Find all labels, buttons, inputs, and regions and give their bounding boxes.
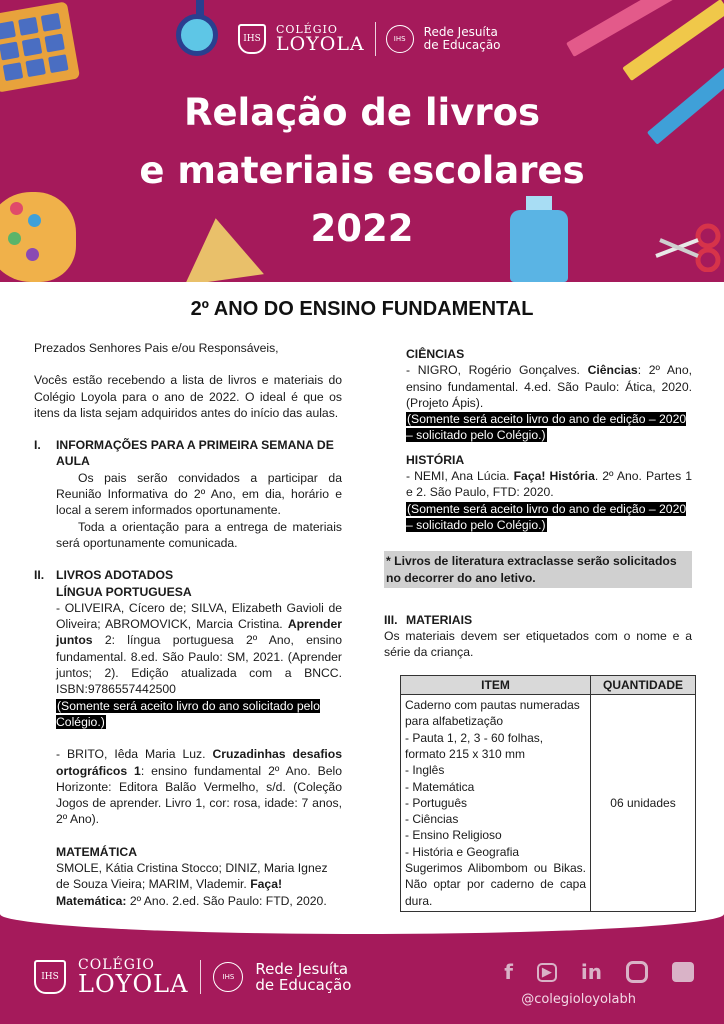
table-row (401, 695, 696, 912)
section-2-heading (34, 567, 342, 583)
portugues-heading: LÍNGUA PORTUGUESA (56, 584, 192, 599)
ciencias-note: (Somente será aceito livro do ano de edição – 2020 – solicitado pelo Colégio.) (406, 412, 687, 443)
page-title (0, 84, 724, 258)
ciencias-book: - NIGRO, Rogério Gonçalves. Ciências: 2º Ano, ensino fundamental. 4.ed. São Paulo: Ática, 2020. (Projeto Ápis). (406, 363, 692, 410)
brand-logo (238, 22, 501, 56)
title-line-2: e materiais escolares (139, 149, 585, 192)
item-line: - Matemática (405, 779, 475, 794)
section-3-body: Os materiais devem ser etiquetados com o nome e a série da criança. (384, 629, 692, 660)
item-line: - História e Geografia (405, 844, 520, 859)
network-line2: de Educação (423, 38, 501, 52)
table-cell-item (401, 695, 591, 912)
footer-banner (0, 914, 724, 1024)
materials-table (400, 675, 696, 912)
item-line: - Pauta 1, 2, 3 - 60 folhas, formato 215 x 310 mm (405, 730, 544, 761)
header-banner (0, 0, 724, 282)
table-cell-quantity: 06 unidades (591, 695, 696, 912)
item-line: - Português (405, 795, 468, 810)
historia-heading: HISTÓRIA (406, 452, 465, 467)
matematica-heading: MATEMÁTICA (56, 844, 138, 859)
footer-brand-logo (34, 958, 352, 996)
footer-school-small: COLÉGIO (78, 957, 155, 973)
portugues-book-1: - OLIVEIRA, Cícero de; SILVA, Elizabeth Gavioli de Oliveira; ABROMOVICK, Marcia Cristina. Aprender juntos 2: língua portuguesa 2º Ano, ensino fundamental. 8.ed. São Paulo: SM, 2021. (Aprender juntos; 2). Edição atualizada com a BNCC. ISBN:9786557442500 (56, 600, 342, 697)
brand-divider (375, 22, 376, 56)
item-line: Sugerimos Alibombom ou Bikas. Não optar por caderno de capa dura. (405, 861, 586, 908)
brand-divider (200, 960, 201, 994)
table-header-quantity: QUANTIDADE (591, 675, 696, 694)
section-2-title: LIVROS ADOTADOS (56, 568, 174, 583)
flickr-icon[interactable] (672, 962, 694, 982)
calculator-icon (0, 1, 80, 92)
section-1-p2: Toda a orientação para a entrega de materiais será oportunamente comunicada. (56, 519, 342, 550)
table-header-item: ITEM (401, 675, 591, 694)
youtube-icon[interactable]: ▶ (537, 963, 557, 982)
linkedin-icon[interactable]: in (580, 960, 602, 984)
footer-network-line2: de Educação (255, 976, 352, 994)
title-line-3: 2022 (310, 207, 414, 250)
section-3-heading (384, 612, 692, 628)
instagram-icon[interactable] (626, 961, 648, 983)
section-3-title: MATERIAIS (406, 612, 473, 627)
magnifier-icon (176, 14, 218, 56)
crest-icon: IHS (34, 960, 66, 994)
facebook-icon[interactable]: f (504, 960, 513, 984)
social-icons (504, 960, 694, 984)
footer-wave (0, 914, 724, 934)
item-line: - Inglês (405, 763, 445, 778)
jesuit-seal-icon: IHS (386, 25, 414, 53)
left-column (34, 340, 342, 909)
section-2-number: II. (34, 568, 45, 583)
item-line: - Ciências (405, 812, 459, 827)
network-line1: Rede Jesuíta (423, 25, 498, 39)
section-3-number: III. (384, 612, 398, 627)
grade-title: 2º ANO DO ENSINO FUNDAMENTAL (190, 298, 534, 320)
matematica-book: SMOLE, Kátia Cristina Stocco; DINIZ, Maria Ignez de Souza Vieira; MARIM, Vlademir. Faça! Matemática: 2º Ano. 2.ed. São Paulo: FTD, 2020. (56, 861, 328, 908)
portugues-book-1-note: (Somente será aceito livro do ano solicitado pelo Colégio.) (56, 698, 320, 729)
footer-school-big: LOYOLA (78, 970, 189, 998)
section-1-p1: Os pais serão convidados a participar da Reunião Informativa do 2º Ano, em dia, horário e local a serem informados oportunamente. (56, 470, 342, 518)
historia-note: (Somente será aceito livro do ano de edição – 2020 – solicitado pelo Colégio.) (406, 501, 687, 532)
item-line: Caderno com pautas numeradas para alfabetização (405, 698, 580, 729)
crest-icon: IHS (238, 24, 266, 54)
ciencias-heading: CIÊNCIAS (406, 347, 465, 361)
section-1-title: INFORMAÇÕES PARA A PRIMEIRA SEMANA DE AULA (56, 438, 334, 469)
section-1-number: I. (34, 438, 41, 453)
literature-note: * Livros de literatura extraclasse serão solicitados no decorrer do ano letivo. (384, 551, 692, 588)
portugues-book-2: - BRITO, Iêda Maria Luz. Cruzadinhas desafios ortográficos 1: ensino fundamental 2º Ano. Belo Horizonte: Editora Balão Vermelho, s/d. (Coleção Jogos de aprender. Livro 1, cor: rosa, idade: 7 anos, 2º Ano). (56, 747, 342, 827)
brand-school-small: COLÉGIO (276, 23, 338, 36)
right-column (384, 346, 692, 912)
item-line: - Ensino Religioso (405, 828, 502, 843)
social-handle[interactable]: @colegioloyolabh (521, 992, 636, 1007)
footer-network-line1: Rede Jesuíta (255, 960, 349, 978)
historia-book: - NEMI, Ana Lúcia. Faça! História. 2º Ano. Partes 1 e 2. São Paulo, FTD: 2020. (406, 469, 692, 500)
intro-paragraph: Vocês estão recebendo a lista de livros e materiais do Colégio Loyola para o ano de 2022. O ideal é que os itens da lista sejam adquiridos antes do início das aulas. (34, 373, 342, 420)
title-line-1: Relação de livros (183, 91, 541, 134)
greeting: Prezados Senhores Pais e/ou Responsáveis, (34, 341, 279, 355)
section-1-heading (34, 437, 342, 470)
jesuit-seal-icon: IHS (213, 962, 243, 992)
brand-school-big: LOYOLA (276, 33, 365, 55)
